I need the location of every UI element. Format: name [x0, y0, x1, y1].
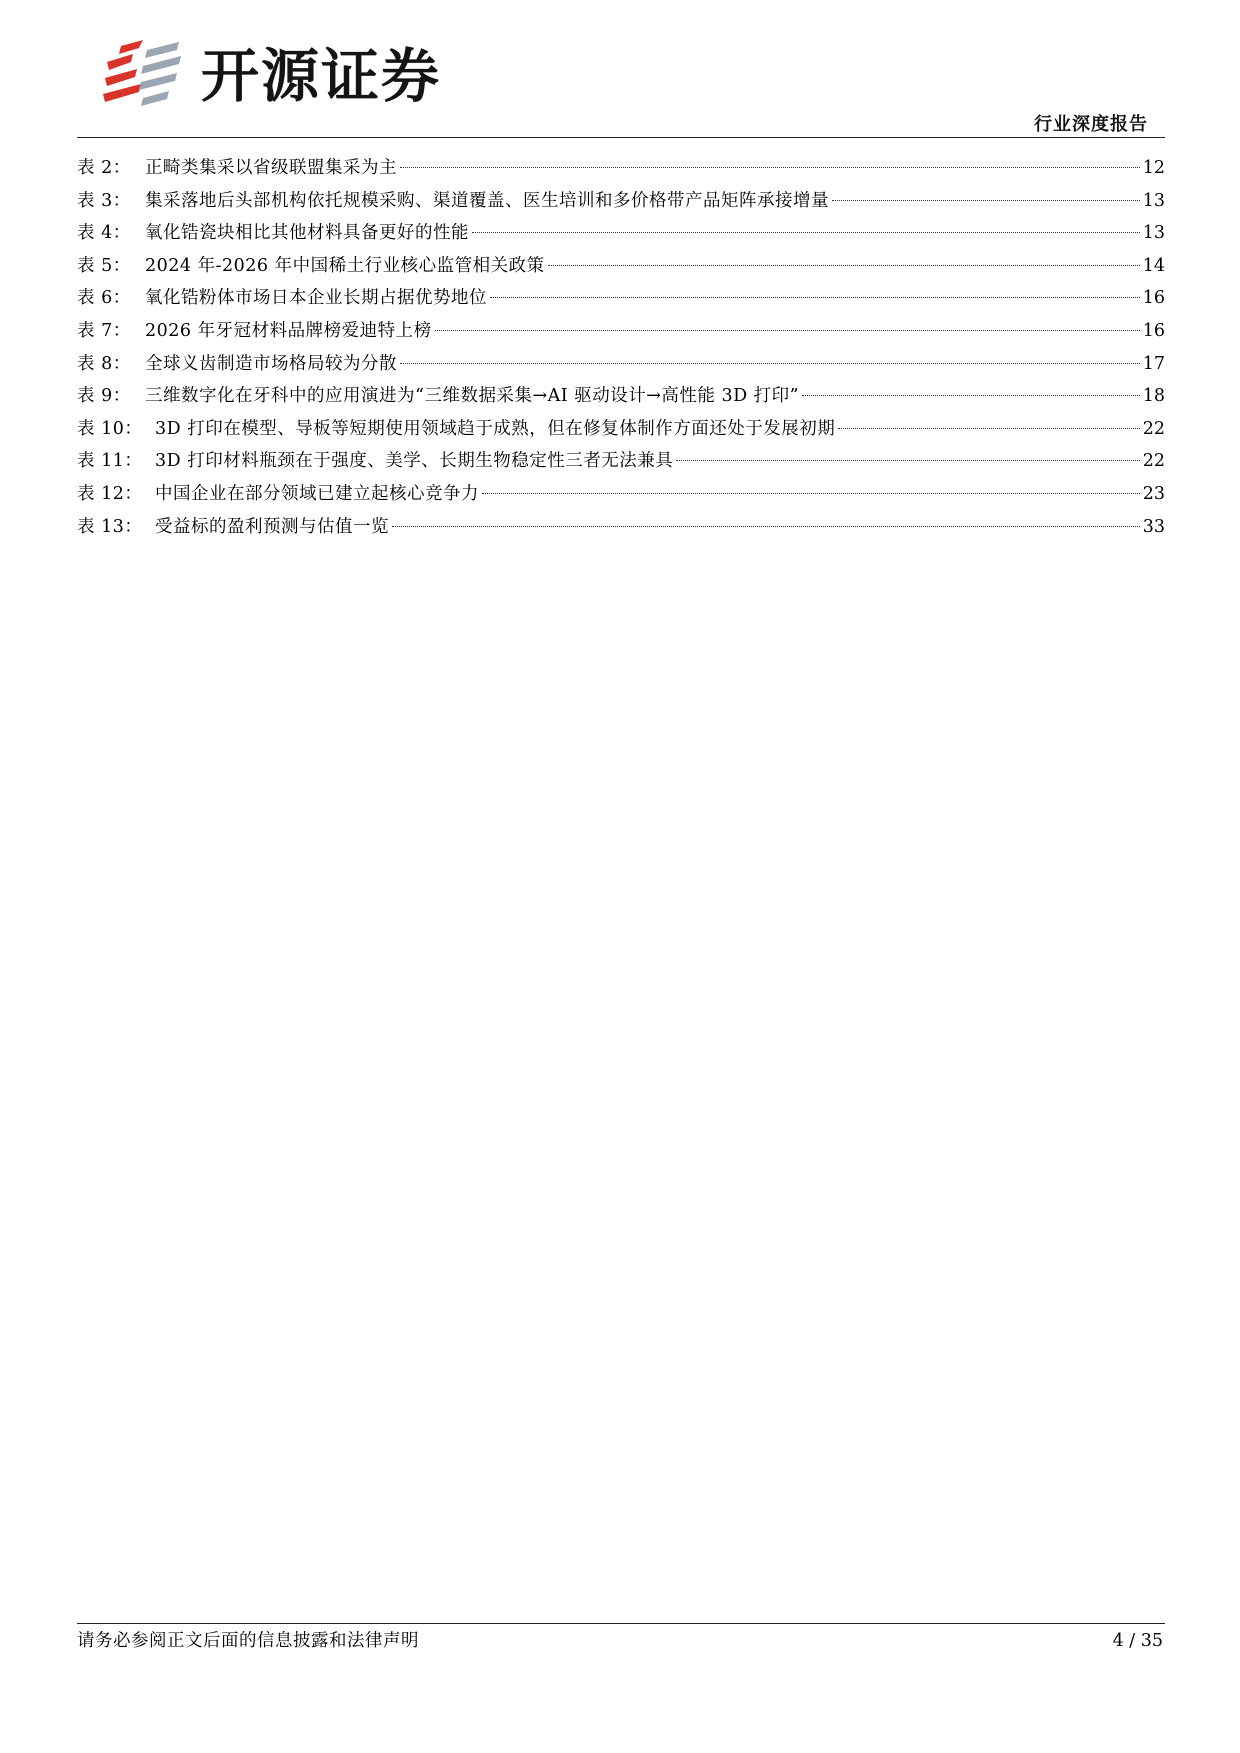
toc-entry-page-number: 14 — [1142, 255, 1165, 276]
page-header — [0, 0, 1240, 140]
toc-entry-label: 表 12： — [77, 483, 143, 504]
toc-entry-title: 正畸类集采以省级联盟集采为主 — [145, 158, 397, 178]
toc-entry[interactable] — [77, 282, 1165, 315]
toc-dot-leader — [435, 329, 1140, 331]
toc-entry-title: 受益标的盈利预测与估值一览 — [155, 516, 389, 537]
page-number: 4 / 35 — [1112, 1631, 1163, 1651]
toc-entry-title: 氧化锆瓷块相比其他材料具备更好的性能 — [145, 223, 469, 244]
toc-entry-page-number: 18 — [1142, 386, 1165, 407]
toc-dot-leader — [832, 199, 1140, 201]
toc-dot-leader — [802, 394, 1140, 396]
toc-entry-label: 表 11： — [77, 451, 143, 472]
toc-entry-title: 3D 打印在模型、导板等短期使用领域趋于成熟，但在修复体制作方面还处于发展初期 — [155, 418, 836, 439]
header-divider — [77, 137, 1165, 138]
toc-entry[interactable] — [77, 217, 1165, 250]
toc-entry-label: 表 10： — [77, 418, 143, 439]
toc-entry[interactable] — [77, 380, 1165, 413]
toc-entry-title: 2026 年牙冠材料品牌榜爱迪特上榜 — [145, 320, 432, 341]
toc-entry-page-number: 13 — [1142, 190, 1165, 211]
toc-dot-leader — [400, 166, 1140, 168]
toc-entry[interactable] — [77, 185, 1165, 218]
toc-entry[interactable] — [77, 478, 1165, 511]
toc-dot-leader — [482, 492, 1140, 494]
brand-logo-icon — [103, 40, 185, 112]
brand-name: 开源证券 — [201, 42, 442, 110]
toc-entry-page-number: 13 — [1142, 223, 1165, 244]
toc-entry-label: 表 2： — [77, 158, 131, 178]
report-type-label: 行业深度报告 — [1034, 114, 1148, 135]
toc-entry[interactable] — [77, 152, 1165, 185]
toc-entry-label: 表 13： — [77, 516, 143, 537]
toc-entry[interactable] — [77, 445, 1165, 478]
toc-entry-page-number: 17 — [1142, 353, 1165, 374]
toc-entry-label: 表 5： — [77, 255, 131, 276]
toc-entry-label: 表 9： — [77, 386, 131, 407]
toc-entry[interactable] — [77, 413, 1165, 446]
toc-entry-page-number: 33 — [1142, 516, 1165, 537]
toc-entry-label: 表 6： — [77, 288, 131, 309]
toc-entry[interactable] — [77, 348, 1165, 381]
toc-entry[interactable] — [77, 315, 1165, 348]
brand-logo — [103, 40, 483, 112]
toc-entry-title: 2024 年-2026 年中国稀土行业核心监管相关政策 — [145, 255, 545, 276]
toc-entry-label: 表 7： — [77, 320, 131, 341]
toc-entry-label: 表 3： — [77, 190, 131, 211]
toc-entry-label: 表 4： — [77, 223, 131, 244]
toc-entry-label: 表 8： — [77, 353, 131, 374]
toc-dot-leader — [392, 525, 1140, 527]
toc-entry-title: 中国企业在部分领域已建立起核心竞争力 — [155, 483, 479, 504]
toc-entry-page-number: 23 — [1142, 483, 1165, 504]
toc-dot-leader — [676, 459, 1139, 461]
toc-entry[interactable] — [77, 511, 1165, 544]
toc-dot-leader — [838, 427, 1139, 429]
toc-entry-page-number: 16 — [1142, 288, 1165, 309]
footer-disclaimer: 请务必参阅正文后面的信息披露和法律声明 — [77, 1631, 419, 1651]
toc-entry-title: 氧化锆粉体市场日本企业长期占据优势地位 — [145, 288, 487, 309]
toc-entry-page-number: 12 — [1142, 158, 1165, 178]
toc-dot-leader — [490, 296, 1140, 298]
footer-divider — [77, 1623, 1165, 1624]
toc-entry-title: 3D 打印材料瓶颈在于强度、美学、长期生物稳定性三者无法兼具 — [155, 451, 674, 472]
toc-dot-leader — [472, 231, 1140, 233]
toc-entry-page-number: 22 — [1142, 418, 1165, 439]
toc-entry-page-number: 22 — [1142, 451, 1165, 472]
toc-entry-title: 全球义齿制造市场格局较为分散 — [145, 353, 397, 374]
toc-entry-page-number: 16 — [1142, 320, 1165, 341]
table-of-tables — [77, 152, 1165, 543]
toc-dot-leader — [548, 264, 1140, 266]
toc-entry[interactable] — [77, 250, 1165, 283]
toc-entry-title: 三维数字化在牙科中的应用演进为“三维数据采集→AI 驱动设计→高性能 3D 打印” — [145, 386, 800, 407]
toc-dot-leader — [400, 362, 1140, 364]
toc-entry-title: 集采落地后头部机构依托规模采购、渠道覆盖、医生培训和多价格带产品矩阵承接增量 — [145, 190, 829, 211]
